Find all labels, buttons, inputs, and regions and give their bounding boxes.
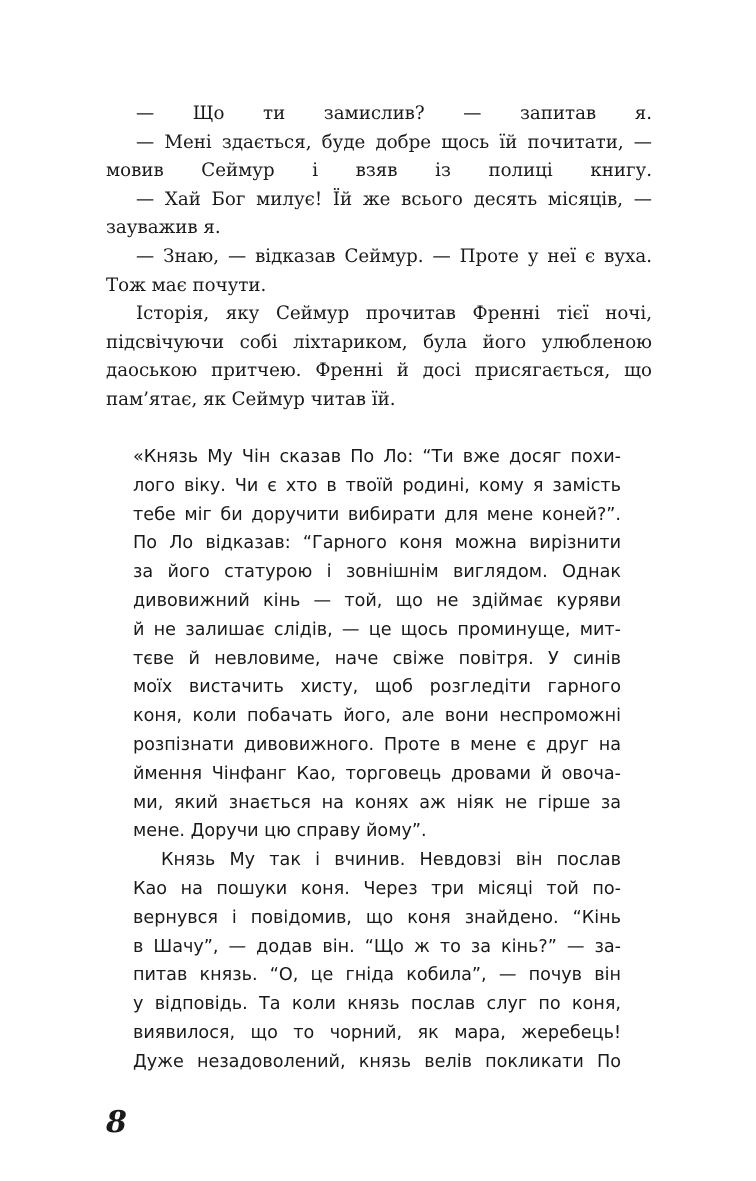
dialogue-line: — Що ти замислив? — запитав я. — [136, 103, 652, 124]
page-number: 8 — [106, 1105, 127, 1140]
quote-line: питав князь. “О, це гніда кобила”, — почув він — [133, 965, 621, 986]
text-line: мовив Сеймур і взяв із полиці книгу. — [106, 160, 652, 182]
quote-line: Дуже незадоволений, князь велів покликати По — [133, 1051, 621, 1072]
quote-line: у відповідь. Та коли князь послав слуг по коня, — [133, 994, 621, 1015]
quote-line: тебе міг би доручити вибирати для мене коней?”. — [133, 504, 621, 525]
quote-line: Князь Му так і вчинив. Невдовзі він послав — [161, 850, 621, 871]
quote-line: тєве й невловиме, наче свіже повітря. У синів — [133, 648, 621, 669]
quote-line: коня, коли побачать його, але вони неспроможні — [133, 706, 621, 727]
quote-line: вернувся і повідомив, що коня знайдено. “Кінь — [133, 907, 621, 928]
text-line: підсвічуючи собі ліхтариком, була його улюбленою — [106, 331, 652, 353]
quote-line: розпізнати дивовижного. Проте в мене є друг на — [133, 734, 621, 755]
text-line: зауважив я. — [106, 217, 221, 239]
quote-line: По Ло відказав: “Гарного коня можна вирізнити — [133, 533, 621, 554]
quote-line: «Князь Му Чін сказав По Ло: “Ти вже досяг похи- — [133, 447, 621, 467]
parable-quote — [133, 443, 621, 1077]
quote-line: дивовижний кінь — той, що не здіймає куряви — [133, 590, 621, 611]
text-line: пам’ятає, як Сеймур читав їй. — [106, 388, 396, 410]
dialogue-line: — Хай Бог милує! Їй же всього десять місяців, — — [136, 188, 652, 210]
main-text — [106, 100, 652, 415]
text-line: Тож має почути. — [106, 274, 267, 296]
quote-line: в Шачу”, — додав він. “Що ж то за кінь?” — за- — [133, 936, 621, 957]
quote-line: ймення Чінфанг Као, торговець дровами й овоча- — [133, 763, 621, 784]
quote-line: мене. Доручи цю справу йому”. — [133, 821, 427, 842]
quote-line: ми, який знається на конях аж ніяк не гірше за — [133, 792, 621, 813]
quote-line: моїх вистачить хисту, щоб розгледіти гарного — [133, 677, 621, 698]
text-line: даоською притчею. Френні й досі присягається, що — [106, 360, 652, 382]
dialogue-line: — Мені здається, буде добре щось їй почитати, — — [136, 131, 652, 153]
quote-line: лого віку. Чи є хто в твоїй родині, кому я замість — [133, 475, 621, 496]
paragraph-line: Історія, яку Сеймур прочитав Френні тієї ночі, — [136, 303, 652, 325]
quote-line: виявилося, що то чорний, як мара, жеребець! — [133, 1022, 621, 1043]
dialogue-line: — Знаю, — відказав Сеймур. — Проте у неї є вуха. — [136, 245, 652, 267]
quote-line: й не залишає слідів, — це щось проминуще, мит- — [133, 619, 621, 640]
quote-line: за його статурою і зовнішнім виглядом. Однак — [133, 562, 621, 583]
quote-line: Као на пошуки коня. Через три місяці той по- — [133, 878, 621, 899]
